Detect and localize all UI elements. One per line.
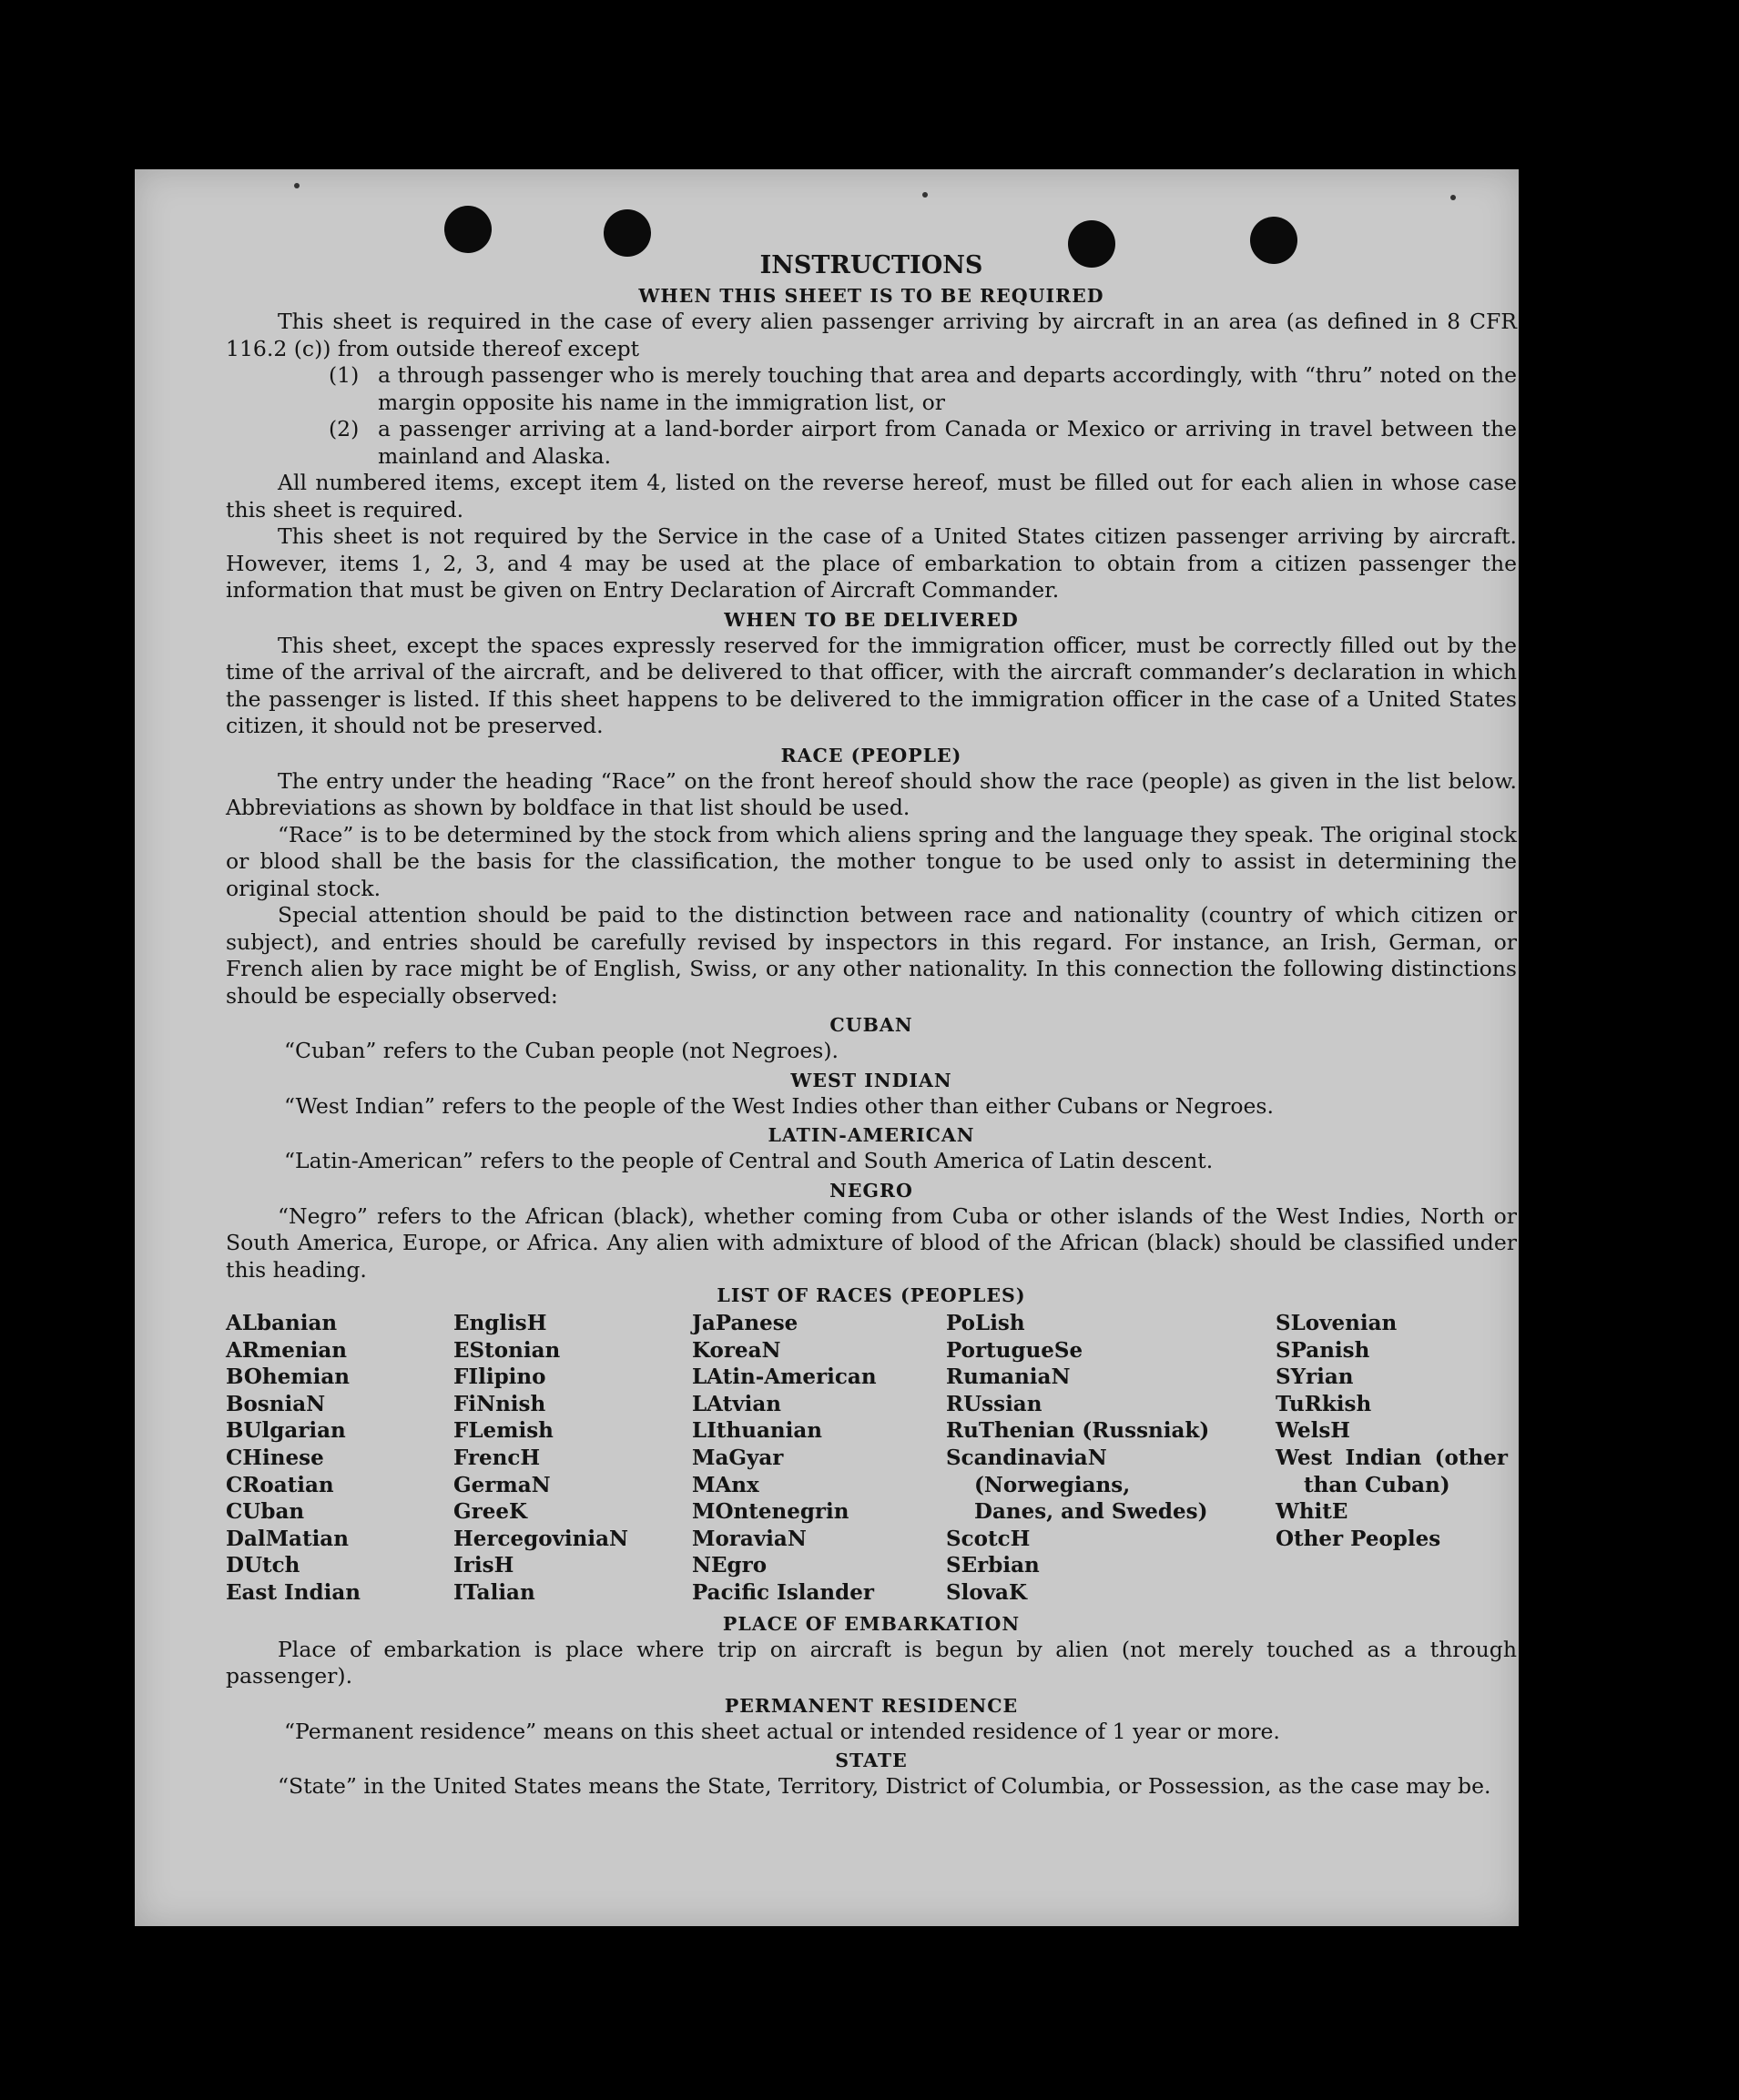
document-sheet (135, 169, 1519, 1926)
race-entry: GreeK (453, 1499, 528, 1525)
race-entry: FIlipino (453, 1364, 546, 1390)
state-heading: STATE (835, 1750, 908, 1772)
exception-item-2 (329, 416, 1517, 470)
cuban-heading: CUBAN (829, 1014, 913, 1036)
race-entry: KoreaN (692, 1337, 781, 1363)
when-required-intro: This sheet is required in the case of every alien passenger arriving by aircraft in an area (as defined in 8 CFR 116.2 (c)) from outside thereof except (226, 309, 1517, 361)
when-delivered-heading: WHEN TO BE DELIVERED (724, 608, 1019, 631)
race-entry: WhitE (1276, 1499, 1348, 1525)
embarkation-heading: PLACE OF EMBARKATION (722, 1612, 1021, 1635)
negro-text: “Negro” refers to the African (black), whether coming from Cuba or other islands of the West Indies, North or South America, Europe, or Africa. Any alien with admixture of blood of the African (black) should be classified under this heading. (226, 1202, 1517, 1283)
race-entry: LAtvian (692, 1391, 781, 1416)
race-entry: DalMatian (226, 1526, 349, 1551)
list-of-races-heading: LIST OF RACES (PEOPLES) (717, 1284, 1026, 1306)
race-entry: DUtch (226, 1553, 300, 1578)
races-column-2 (453, 1310, 692, 1607)
ink-speck (922, 192, 928, 198)
race-entry: CUban (226, 1499, 305, 1525)
race-entry: LAtin-American (692, 1364, 877, 1390)
instructions-content (226, 251, 1517, 1801)
race-heading: RACE (PEOPLE) (780, 744, 962, 766)
latin-american-text: “Latin-American” refers to the people of Central and South America of Latin descent. (284, 1148, 1214, 1173)
ink-speck (294, 183, 300, 188)
when-required-heading: WHEN THIS SHEET IS TO BE REQUIRED (638, 285, 1104, 307)
race-entry: SLovenian (1276, 1311, 1398, 1335)
race-entry: CHinese (226, 1445, 324, 1470)
punch-hole-2 (604, 209, 651, 257)
race-entry: MoraviaN (692, 1526, 807, 1551)
race-entry: MaGyar (692, 1445, 784, 1470)
race-paragraph-2: “Race” is to be determined by the stock from which aliens spring and the language they speak. The original stock or blood shall be the basis for the classification, the mother tongue to be used only to assist in determining the original stock. (226, 821, 1517, 901)
race-entry: IrisH (453, 1553, 514, 1578)
race-entry: GermaN (453, 1472, 551, 1497)
west-indian-heading: WEST INDIAN (790, 1069, 952, 1091)
west-indian-text: “West Indian” refers to the people of the West Indies other than either Cubans or Negroes. (284, 1092, 1274, 1119)
race-entry: Other Peoples (1276, 1526, 1441, 1551)
race-entry: EnglisH (453, 1311, 547, 1335)
race-entry: RumaniaN (946, 1364, 1071, 1390)
race-entry: FLemish (453, 1418, 554, 1444)
race-entry: FiNnish (453, 1391, 546, 1416)
exception-text: a passenger arriving at a land-border airport from Canada or Mexico or arriving in travel between the mainland and Alaska. (378, 416, 1517, 469)
race-entry: RuThenian (Russniak) (946, 1418, 1210, 1444)
race-entry: ARmenian (226, 1337, 348, 1363)
exception-item-1 (329, 362, 1517, 416)
race-entry: BosniaN (226, 1391, 326, 1416)
race-entry: ITalian (453, 1579, 535, 1605)
latin-american-heading: LATIN-AMERICAN (768, 1124, 975, 1146)
embarkation-text: Place of embarkation is place where trip on aircraft is begun by alien (not merely touched as a through passenger). (226, 1636, 1517, 1689)
race-entry: ALbanian (226, 1311, 338, 1335)
state-text: “State” in the United States means the State, Territory, District of Columbia, or Possession, as the case may be. (278, 1773, 1491, 1800)
races-column-5 (1276, 1310, 1508, 1607)
race-paragraph-1: The entry under the heading “Race” on the front hereof should show the race (people) as given in the list below. Abbreviations as shown by boldface in that list should be used. (226, 767, 1517, 820)
race-entry: TuRkish (1276, 1391, 1372, 1416)
race-entry: SErbian (946, 1553, 1040, 1578)
permanent-residence-text: “Permanent residence” means on this sheet actual or intended residence of 1 year or more. (284, 1718, 1280, 1744)
race-entry: CRoatian (226, 1472, 334, 1497)
race-entry: NEgro (692, 1553, 768, 1578)
race-entry: PortugueSe (946, 1337, 1083, 1363)
race-entry: SYrian (1276, 1364, 1354, 1390)
race-entry: MOntenegrin (692, 1499, 849, 1525)
race-entry: LIthuanian (692, 1418, 822, 1444)
races-column-4 (946, 1310, 1210, 1607)
race-entry: SlovaK (946, 1579, 1027, 1605)
races-list (226, 1310, 1517, 1607)
race-entry: PoLish (946, 1311, 1025, 1335)
race-entry: East Indian (226, 1579, 361, 1605)
race-entry: Pacific Islander (692, 1579, 874, 1605)
race-entry: BUlgarian (226, 1418, 346, 1444)
permanent-residence-heading: PERMANENT RESIDENCE (724, 1694, 1019, 1717)
race-entry: ScandinaviaN (Norwegians, Danes, and Swedes) (946, 1445, 1208, 1525)
instructions-title: INSTRUCTIONS (759, 251, 983, 279)
race-entry: SPanish (1276, 1337, 1370, 1363)
exception-text: a through passenger who is merely touching that area and departs accordingly, with “thru” noted on the margin opposite his name in the immigration list, or (378, 362, 1517, 415)
numbered-items-paragraph: All numbered items, except item 4, listed on the reverse hereof, must be filled out for each alien in whose case this sheet is required. (226, 470, 1517, 522)
race-entry: HercegoviniaN (453, 1526, 629, 1551)
when-delivered-text: This sheet, except the spaces expressly reserved for the immigration officer, must be correctly filled out by the time of the arrival of the aircraft, and be delivered to that officer, with the aircraft commander’s declaration in which the passenger is listed. If this sheet happens to be delivered to the immigration officer in the case of a United States citizen, it should not be preserved. (226, 632, 1517, 738)
race-entry: ScotcH (946, 1526, 1031, 1551)
race-entry: FrencH (453, 1445, 541, 1470)
exception-number: (1) (329, 362, 360, 388)
citizen-paragraph: This sheet is not required by the Service in the case of a United States citizen passenger arriving by aircraft. However, items 1, 2, 3, and 4 may be used at the place of embarkation to obtain from a citizen passenger the information that must be given on Entry Declaration of Aircraft Commander. (226, 523, 1517, 603)
cuban-text: “Cuban” refers to the Cuban people (not Negroes). (284, 1038, 839, 1063)
races-column-3 (692, 1310, 946, 1607)
race-entry: MAnx (692, 1472, 759, 1497)
race-entry: WelsH (1276, 1418, 1351, 1444)
race-entry: EStonian (453, 1337, 561, 1363)
race-entry: BOhemian (226, 1364, 350, 1390)
race-paragraph-3: Special attention should be paid to the distinction between race and nationality (country of which citizen or subject), and entries should be carefully revised by inspectors in this regard. For instance, an Irish, German, or French alien by race might be of English, Swiss, or any other nationality. In this connection the following distinctions should be especially observed: (226, 902, 1517, 1009)
race-entry: JaPanese (692, 1311, 798, 1335)
exception-number: (2) (329, 416, 360, 441)
ink-speck (1450, 195, 1456, 200)
race-entry: RUssian (946, 1391, 1042, 1416)
punch-hole-1 (444, 206, 492, 253)
negro-heading: NEGRO (829, 1179, 913, 1202)
race-entry: West Indian (other than Cuban) (1276, 1445, 1508, 1497)
races-column-1 (226, 1310, 453, 1607)
